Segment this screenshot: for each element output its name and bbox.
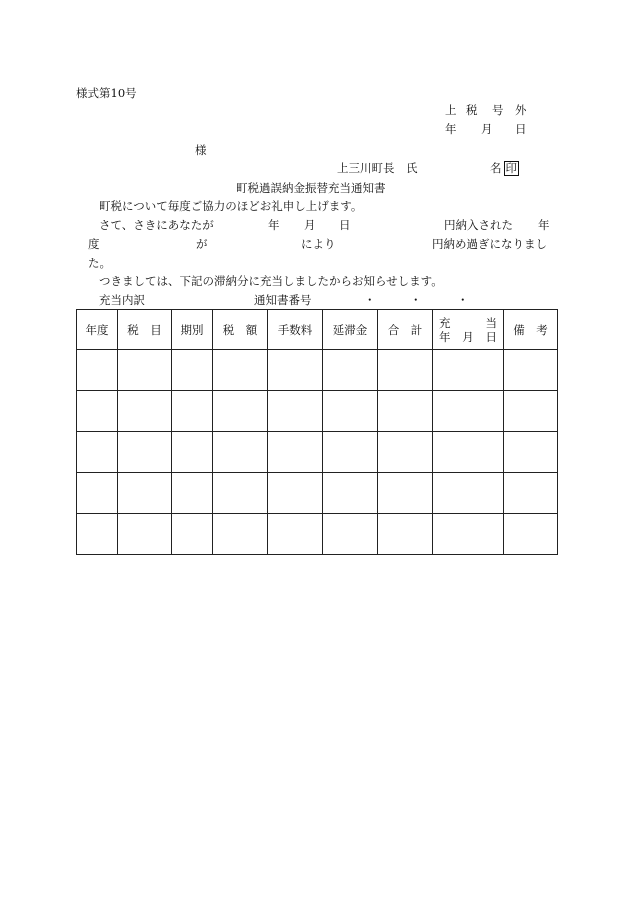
table-cell[interactable] [118, 432, 172, 473]
header-allocation-tou: 当 [485, 315, 497, 330]
table-cell[interactable] [77, 350, 118, 391]
table-cell[interactable] [433, 391, 504, 432]
date-day-label: 日 [515, 122, 527, 136]
line4-text: た。 [88, 256, 111, 270]
table-cell[interactable] [118, 391, 172, 432]
table-cell[interactable] [323, 514, 378, 555]
table-cell[interactable] [213, 350, 268, 391]
name-label: 名 [490, 161, 502, 175]
table-cell[interactable] [172, 514, 213, 555]
line3-ga: が [196, 237, 208, 251]
table-row [77, 350, 558, 391]
table-cell[interactable] [433, 473, 504, 514]
header-total: 合 計 [378, 310, 433, 350]
table-cell[interactable] [268, 514, 323, 555]
table-cell[interactable] [268, 391, 323, 432]
ref-kanji-go: 号 [492, 103, 504, 117]
allocation-table [76, 309, 558, 555]
table-cell[interactable] [504, 350, 558, 391]
header-allocation-month: 月 [462, 329, 474, 344]
table-cell[interactable] [378, 391, 433, 432]
notice-number-dot-3: ・ [457, 293, 469, 307]
allocation-label: 充当内訳 [99, 293, 145, 307]
table-cell[interactable] [378, 514, 433, 555]
table-cell[interactable] [172, 391, 213, 432]
header-allocation-year: 年 [439, 329, 451, 344]
table-cell[interactable] [268, 432, 323, 473]
ref-kanji-zei: 税 [466, 103, 478, 117]
table-cell[interactable] [323, 350, 378, 391]
table-row [77, 432, 558, 473]
date-month-label: 月 [481, 122, 493, 136]
table-cell[interactable] [378, 432, 433, 473]
table-cell[interactable] [118, 473, 172, 514]
header-allocation-day: 日 [485, 329, 497, 344]
table-cell[interactable] [504, 473, 558, 514]
header-allocation-date [433, 310, 504, 350]
table-cell[interactable] [504, 432, 558, 473]
table-cell[interactable] [323, 473, 378, 514]
header-fiscal-year: 年度 [77, 310, 118, 350]
header-period: 期別 [172, 310, 213, 350]
header-late-charge: 延滞金 [323, 310, 378, 350]
line2-year: 年 [268, 218, 280, 232]
table-cell[interactable] [77, 473, 118, 514]
line5-text: つきましては、下記の滞納分に充当しましたからお知らせします。 [99, 274, 443, 288]
table-cell[interactable] [378, 473, 433, 514]
table-row [77, 514, 558, 555]
seal-mark: 印 [505, 161, 517, 175]
table-row [77, 391, 558, 432]
table-cell[interactable] [77, 432, 118, 473]
line2-day: 日 [339, 218, 351, 232]
table-cell[interactable] [213, 391, 268, 432]
table-cell[interactable] [172, 432, 213, 473]
table-cell[interactable] [77, 391, 118, 432]
sender-name-label [490, 161, 519, 176]
recipient-suffix: 様 [195, 143, 207, 157]
line2-month: 月 [304, 218, 316, 232]
table-cell[interactable] [172, 350, 213, 391]
table-cell[interactable] [268, 473, 323, 514]
table-cell[interactable] [172, 473, 213, 514]
ref-kanji-jo: 上 [445, 103, 457, 117]
table-header-row [77, 310, 558, 350]
line2-year2: 年 [538, 218, 550, 232]
table-cell[interactable] [504, 514, 558, 555]
notice-number-label: 通知書番号 [254, 293, 312, 307]
table-cell[interactable] [378, 350, 433, 391]
table-row [77, 473, 558, 514]
table-cell[interactable] [433, 350, 504, 391]
line3-start: 度 [88, 237, 100, 251]
document-title: 町税過誤納金振替充当通知書 [236, 181, 386, 195]
table-cell[interactable] [433, 514, 504, 555]
line2-paid: 円納入された [444, 218, 513, 232]
line3-niyori: により [301, 237, 336, 251]
sender-title: 上三川町長 氏 [337, 161, 418, 175]
table-cell[interactable] [77, 514, 118, 555]
date-year-label: 年 [445, 122, 457, 136]
table-cell[interactable] [213, 473, 268, 514]
form-number: 様式第10号 [76, 86, 137, 100]
greeting-line: 町税について毎度ご協力のほどお礼申し上げます。 [99, 199, 363, 213]
table-cell[interactable] [118, 514, 172, 555]
header-tax-amount: 税 額 [213, 310, 268, 350]
table-cell[interactable] [268, 350, 323, 391]
header-remarks: 備 考 [504, 310, 558, 350]
table-cell[interactable] [433, 432, 504, 473]
table-cell[interactable] [213, 514, 268, 555]
header-allocation-juu: 充 [439, 315, 451, 330]
line2-intro: さて、さきにあなたが [99, 218, 214, 232]
ref-kanji-gai: 外 [515, 103, 527, 117]
header-fee: 手数料 [268, 310, 323, 350]
table-cell[interactable] [323, 391, 378, 432]
table-cell[interactable] [213, 432, 268, 473]
notice-number-dot-1: ・ [364, 293, 376, 307]
line3-overpaid: 円納め過ぎになりまし [432, 237, 547, 251]
table-cell[interactable] [504, 391, 558, 432]
table-cell[interactable] [323, 432, 378, 473]
notice-number-dot-2: ・ [410, 293, 422, 307]
header-tax-item: 税 目 [118, 310, 172, 350]
table-cell[interactable] [118, 350, 172, 391]
